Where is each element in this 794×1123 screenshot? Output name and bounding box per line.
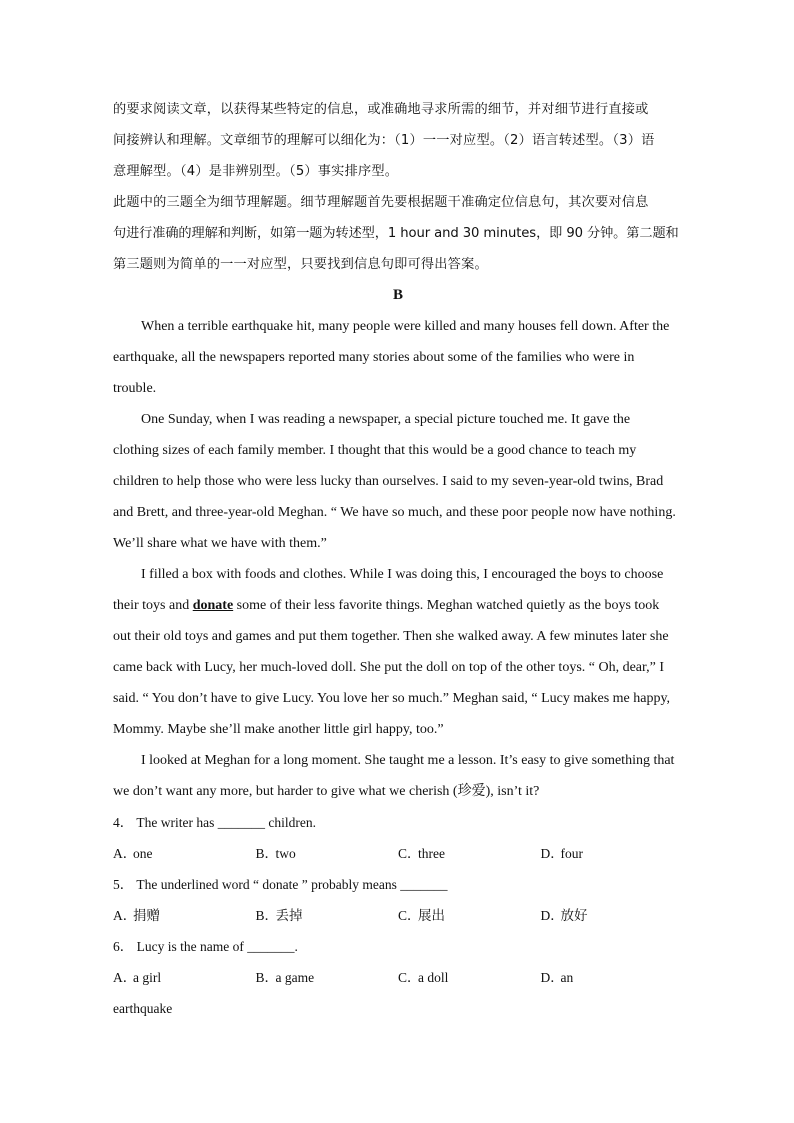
option-a: A．one <box>113 846 153 861</box>
option-d: D．放好 <box>540 908 588 924</box>
options-row <box>113 838 683 869</box>
analysis-line: 意理解型。（4）是非辨别型。（5）事实排序型。 <box>113 164 399 179</box>
passage-line: clothing sizes of each family member. I thought that this would be a good chance to teach my <box>113 443 637 458</box>
option-d: D．an <box>540 970 574 985</box>
document-page <box>113 94 683 1024</box>
passage-line: Mommy. Maybe she’ll make another little girl happy, too.” <box>113 722 444 737</box>
underlined-word: donate <box>192 598 234 613</box>
passage-line: We’ll share what we have with them.” <box>113 536 327 551</box>
passage-line <box>113 590 683 621</box>
option-c: C．a doll <box>398 970 449 985</box>
passage-line: I filled a box with foods and clothes. While I was doing this, I encouraged the boys to choose <box>141 567 664 582</box>
option-b: B．a game <box>255 970 315 985</box>
analysis-line: 间接辨认和理解。文章细节的理解可以细化为：（1）一一对应型。（2）语言转述型。（3）语 <box>113 133 655 148</box>
option-c: C．three <box>398 846 445 861</box>
passage-line: I looked at Meghan for a long moment. She taught me a lesson. It’s easy to give something that <box>141 753 675 768</box>
passage-line: out their old toys and games and put them together. Then she walked away. A few minutes later she <box>113 629 669 644</box>
analysis-block <box>113 94 683 280</box>
option-c: C．展出 <box>398 908 445 924</box>
analysis-line: 此题中的三题全为细节理解题。细节理解题首先要根据题干准确定位信息句，其次要对信息 <box>113 195 649 210</box>
questions <box>113 807 683 1024</box>
analysis-line: 的要求阅读文章，以获得某些特定的信息，或准确地寻求所需的细节，并对细节进行直接或 <box>113 102 649 117</box>
analysis-line: 第三题则为简单的一一对应型，只要找到信息句即可得出答案。 <box>113 257 488 272</box>
options-row <box>113 962 683 993</box>
passage-line: One Sunday, when I was reading a newspaper, a special picture touched me. It gave the <box>141 412 631 427</box>
passage-line: When a terrible earthquake hit, many people were killed and many houses fell down. After the <box>141 319 670 334</box>
option-a: A．a girl <box>113 970 162 985</box>
option-d: D．four <box>540 846 583 861</box>
option-b: B．丢掉 <box>255 908 303 924</box>
passage-line: and Brett, and three-year-old Meghan. “ We have so much, and these poor people now have nothing. <box>113 505 676 520</box>
option-wrap-text: earthquake <box>113 1001 173 1016</box>
text-segment: some of their less favorite things. Meghan watched quietly as the boys took <box>233 598 660 613</box>
options-row <box>113 900 683 931</box>
passage-line: children to help those who were less lucky than ourselves. I said to my seven-year-old twins, Brad <box>113 474 664 489</box>
passage <box>113 311 683 807</box>
question-stem: 4． The writer has _______ children. <box>113 815 316 830</box>
option-b: B．two <box>255 846 296 861</box>
text-segment: their toys and <box>113 598 193 613</box>
option-a: A．捐赠 <box>113 908 160 924</box>
passage-line: said. “ You don’t have to give Lucy. You love her so much.” Meghan said, “ Lucy makes me happy, <box>113 691 671 706</box>
passage-line: came back with Lucy, her much-loved doll. She put the doll on top of the other toys. “ Oh, dear,” I <box>113 660 664 675</box>
question-stem: 5． The underlined word “ donate ” probably means _______ <box>113 877 448 892</box>
passage-line: we don’t want any more, but harder to give what we cherish (珍爱), isn’t it? <box>113 784 540 799</box>
passage-line: earthquake, all the newspapers reported many stories about some of the families who were in <box>113 350 635 365</box>
analysis-line: 句进行准确的理解和判断，如第一题为转述型，1 hour and 30 minutes，即 90 分钟。第二题和 <box>113 226 679 241</box>
question-stem: 6． Lucy is the name of _______. <box>113 939 298 954</box>
passage-line: trouble. <box>113 381 157 396</box>
section-title: B <box>392 287 403 303</box>
